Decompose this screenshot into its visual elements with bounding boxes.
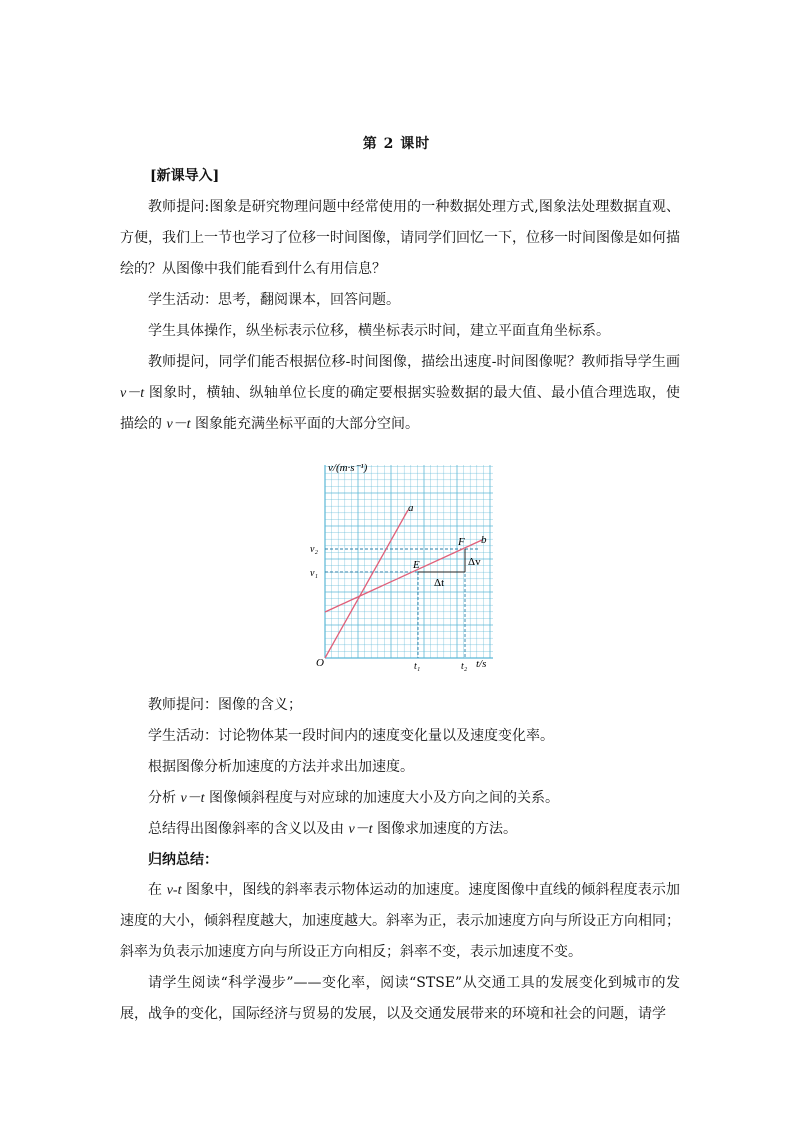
paragraph-vt-part-c: 图象能充满坐标平面的大部分空间。 <box>190 416 420 432</box>
paragraph-teacher-question: 教师提问:图象是研究物理问题中经常使用的一种数据处理方式,图象法处理数据直观、方便，我们上一节也学习了位移一时间图像，请同学们回忆一下，位移一时间图像是如何描绘的？从图像中我们能看到什么有用信息？ <box>120 199 680 277</box>
paragraph-reading-assignment: 请学生阅读“科学漫步”——变化率，阅读“STSE”从交通工具的发展变化到城市的发展，战争的变化，国际经济与贸易的发展，以及交通发展带来的环境和社会的问题，请学 <box>120 975 680 1022</box>
point-e-label: E <box>413 559 420 571</box>
delta-t-label: Δt <box>434 577 445 589</box>
vt-symbol: v－t <box>166 417 191 432</box>
point-f-label: F <box>458 536 465 548</box>
lesson-title: 第 2 课时 <box>362 136 431 152</box>
t2-label: t₂ <box>461 661 468 672</box>
paragraph-vt-part-b: 图象时，横轴、纵轴单位长度的确定要根据实验数据的最大值、最小值合理选取，使描绘的 <box>120 385 680 432</box>
t1-label: t₁ <box>414 661 421 672</box>
paragraph-student-operation: 学生具体操作，纵坐标表示位移，横坐标表示时间，建立平面直角坐标系。 <box>148 323 610 339</box>
vt-graph <box>300 455 510 675</box>
line-student-discussion: 学生活动：讨论物体某一段时间内的速度变化量以及速度变化率。 <box>148 728 554 744</box>
paragraph-vt-part-a: 教师提问，同学们能否根据位移-时间图像，描绘出速度-时间图像呢？教师指导学生画 <box>148 354 680 370</box>
v1-label: v₁ <box>310 568 318 579</box>
line-summarize-part-a: 总结得出图像斜率的含义以及由 <box>148 821 349 837</box>
paragraph-summary-slope <box>120 875 680 968</box>
line-a <box>325 510 408 658</box>
intro-heading: [新课导入] <box>150 168 220 184</box>
vt-symbol: v－t <box>180 791 205 806</box>
vt-symbol: v-t <box>166 883 182 898</box>
line-acceleration-method: 根据图像分析加速度的方法并求出加速度。 <box>148 759 414 775</box>
line-summarize-slope <box>148 818 517 838</box>
line-b-label: b <box>481 534 487 546</box>
line-summarize-part-b: 图像求加速度的方法。 <box>372 821 518 837</box>
paragraph-vt-instruction <box>120 347 680 440</box>
delta-v-label: Δv <box>468 556 481 568</box>
summary-part-a: 在 <box>148 882 167 898</box>
line-analyze-part-a: 分析 <box>148 790 181 806</box>
vt-symbol: v－t <box>120 386 145 401</box>
summary-part-b: 图象中，图线的斜率表示物体运动的加速度。速度图像中直线的倾斜程度表示加速度的大小，倾斜程度越大，加速度越大。斜率为正，表示加速度方向与所设正方向相同；斜率为负表示加速度方向与所设正方向相反；斜率不变，表示加速度不变。 <box>120 882 680 960</box>
origin-label: O <box>316 657 324 669</box>
vt-symbol: v－t <box>348 822 373 837</box>
line-analyze-part-b: 图像倾斜程度与对应球的加速度大小及方向之间的关系。 <box>204 790 560 806</box>
vt-graph-figure <box>300 455 510 675</box>
summary-heading: 归纳总结： <box>148 852 218 868</box>
v2-label: v₂ <box>310 544 318 555</box>
y-axis-label: v/(m·s⁻¹) <box>328 462 368 474</box>
line-b <box>325 540 482 612</box>
line-analyze-slope <box>148 787 559 807</box>
line-graph-meaning: 教师提问：图像的含义； <box>148 697 302 713</box>
x-axis-label: t/s <box>476 658 487 670</box>
paragraph-student-activity: 学生活动：思考，翻阅课本，回答问题。 <box>148 292 400 308</box>
line-a-label: a <box>408 502 414 514</box>
